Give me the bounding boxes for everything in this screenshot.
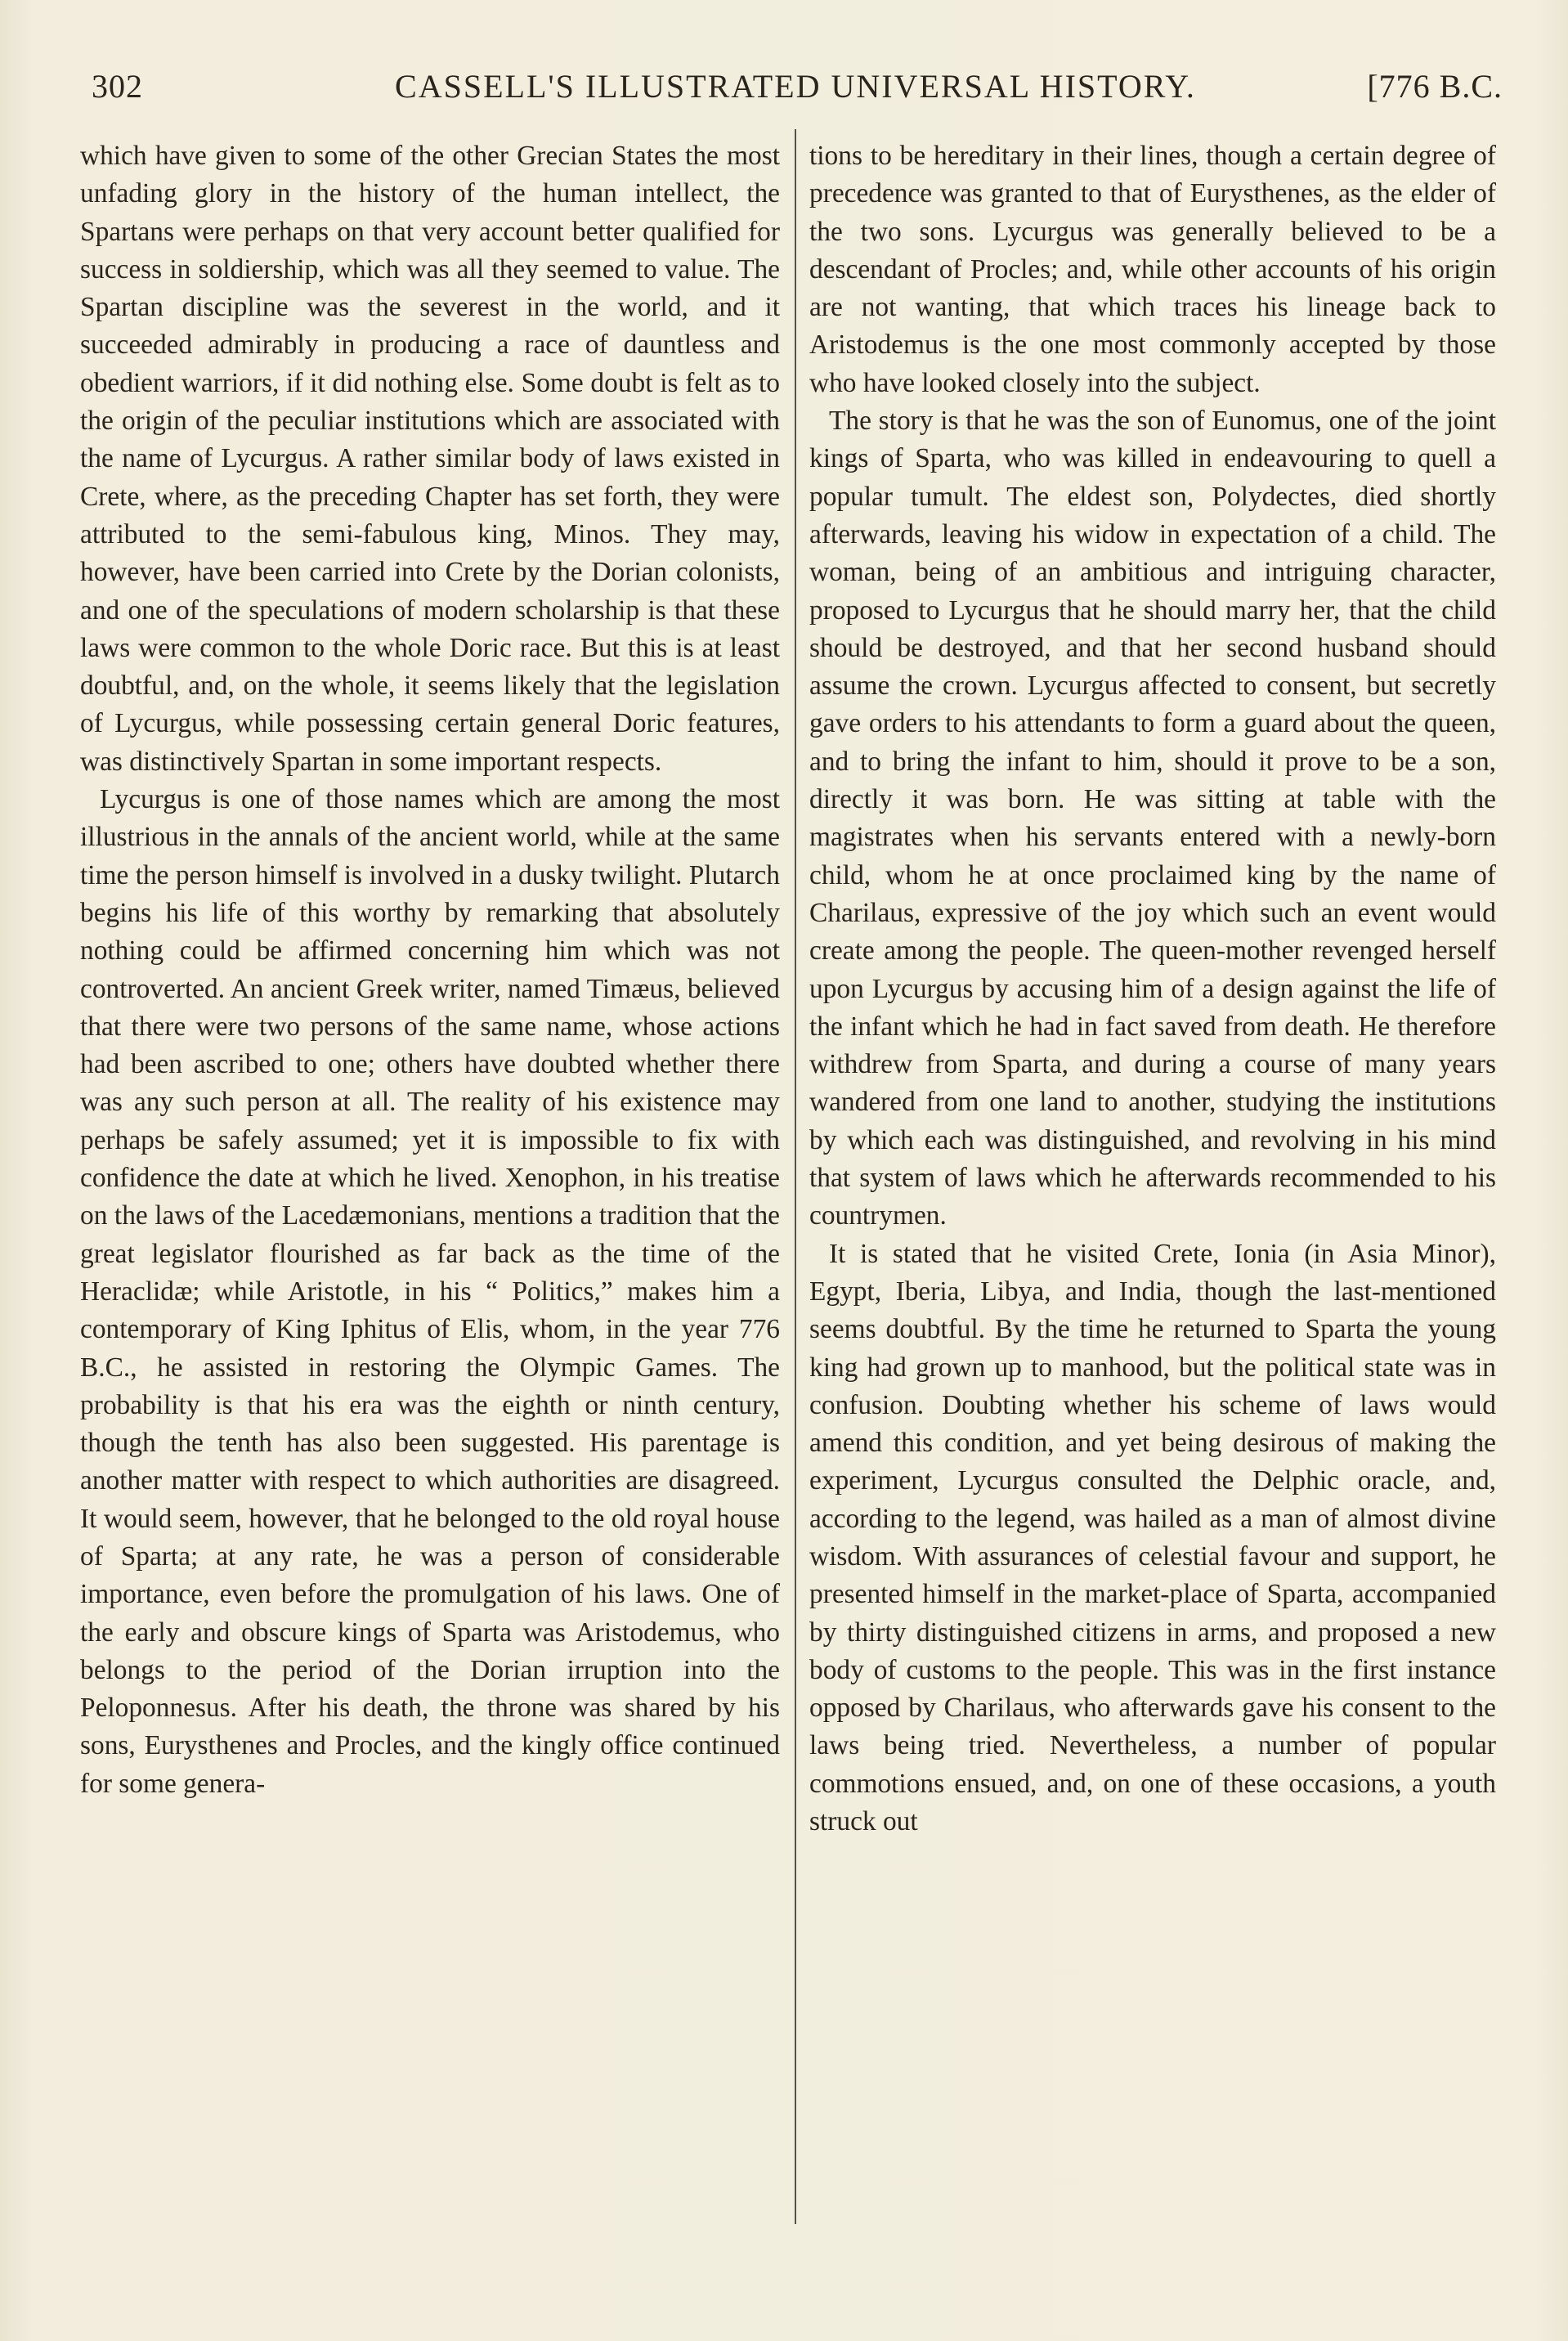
left-column <box>80 137 780 1803</box>
page-number: 302 <box>92 68 143 105</box>
paragraph: Lycurgus is one of those names which are among the most illustrious in the annals of the ancient world, while at the same time the person himself is involved in a dusky twilight. Plutarch begins his life of this worthy by remarking that absolutely nothing could be affirmed concerning him which was not controverted. An ancient Greek writer, named Timæus, believed that there were two persons of the same name, whose actions had been ascribed to one; others have doubted whether there was any such person at all. The reality of his existence may perhaps be safely assumed; yet it is impossible to fix with confidence the date at which he lived. Xenophon, in his treatise on the laws of the Lacedæmonians, mentions a tradition that the great legislator flourished as far back as the time of the Heraclidæ; while Aristotle, in his “ Politics,” makes him a contemporary of King Iphitus of Elis, whom, in the year 776 B.C., he assisted in restoring the Olympic Games. The probability is that his era was the eighth or ninth century, though the tenth has also been suggested. His parentage is another matter with respect to which authorities are disagreed. It would seem, however, that he belonged to the old royal house of Sparta; at any rate, he was a person of considerable importance, even before the promulgation of his laws. One of the early and obscure kings of Sparta was Aristodemus, who belongs to the period of the Dorian irruption into the Peloponnesus. After his death, the throne was shared by his sons, Eurysthenes and Procles, and the kingly office continued for some genera- <box>80 784 780 1799</box>
running-title: CASSELL'S ILLUSTRATED UNIVERSAL HISTORY. <box>395 68 1196 105</box>
paragraph: The story is that he was the son of Eunomus, one of the joint kings of Sparta, who was killed in endeavouring to quell a popular tumult. The eldest son, Polydectes, died shortly afterwards, leaving his widow in expectation of a child. The woman, being of an ambitious and intriguing character, proposed to Lycurgus that he should marry her, that the child should be destroyed, and that her second husband should assume the crown. Lycurgus affected to consent, but secretly gave orders to his attendants to form a guard about the queen, and to bring the infant to him, should it prove to be a son, directly it was born. He was sitting at table with the magistrates when his servants entered with a newly-born child, whom he at once proclaimed king by the name of Charilaus, expressive of the joy which such an event would create among the people. The queen-mother revenged herself upon Lycurgus by accusing him of a design against the life of the infant which he had in fact saved from death. He therefore withdrew from Sparta, and during a course of many years wandered from one land to another, studying the institutions by which each was distinguished, and revolving in his mind that system of laws which he afterwards recommended to his countrymen. <box>809 406 1496 1231</box>
date-reference: [776 B.C. <box>1367 68 1503 105</box>
page-header <box>88 64 1503 113</box>
column-divider <box>795 129 796 2224</box>
right-column <box>809 137 1496 1841</box>
paragraph: which have given to some of the other Grecian States the most unfading glory in the history of the human intellect, the Spartans were perhaps on that very account better qualified for success in soldiership, which was all they seemed to value. The Spartan discipline was the severest in the world, and it succeeded admirably in producing a race of dauntless and obedient warriors, if it did nothing else. Some doubt is felt as to the origin of the peculiar institutions which are associated with the name of Lycurgus. A rather similar body of laws existed in Crete, where, as the preceding Chapter has set forth, they were attributed to the semi-fabulous king, Minos. They may, however, have been carried into Crete by the Dorian colonists, and one of the speculations of modern scholarship is that these laws were common to the whole Doric race. But this is at least doubtful, and, on the whole, it seems likely that the legislation of Lycurgus, while possessing certain general Doric features, was distinctively Spartan in some important respects. <box>80 141 780 777</box>
paragraph: tions to be hereditary in their lines, though a certain degree of precedence was granted to that of Eurysthenes, as the elder of the two sons. Lycurgus was generally believed to be a descendant of Procles; and, while other accounts of his origin are not wanting, that which traces his lineage back to Aristodemus is the one most commonly accepted by those who have looked closely into the subject. <box>809 141 1496 398</box>
paragraph: It is stated that he visited Crete, Ionia (in Asia Minor), Egypt, Iberia, Libya, and India, though the last-mentioned seems doubtful. By the time he returned to Sparta the young king had grown up to manhood, but the political state was in confusion. Doubting whether his scheme of laws would amend this condition, and yet being desirous of making the experiment, Lycurgus consulted the Delphic oracle, and, according to the legend, was hailed as a man of almost divine wisdom. With assurances of celestial favour and support, he presented himself in the market-place of Sparta, accompanied by thirty distinguished citizens in arms, and proposed a new body of customs to the people. This was in the first instance opposed by Charilaus, who afterwards gave his consent to the laws being tried. Nevertheless, a number of popular commotions ensued, and, on one of these occasions, a youth struck out <box>809 1238 1496 1837</box>
